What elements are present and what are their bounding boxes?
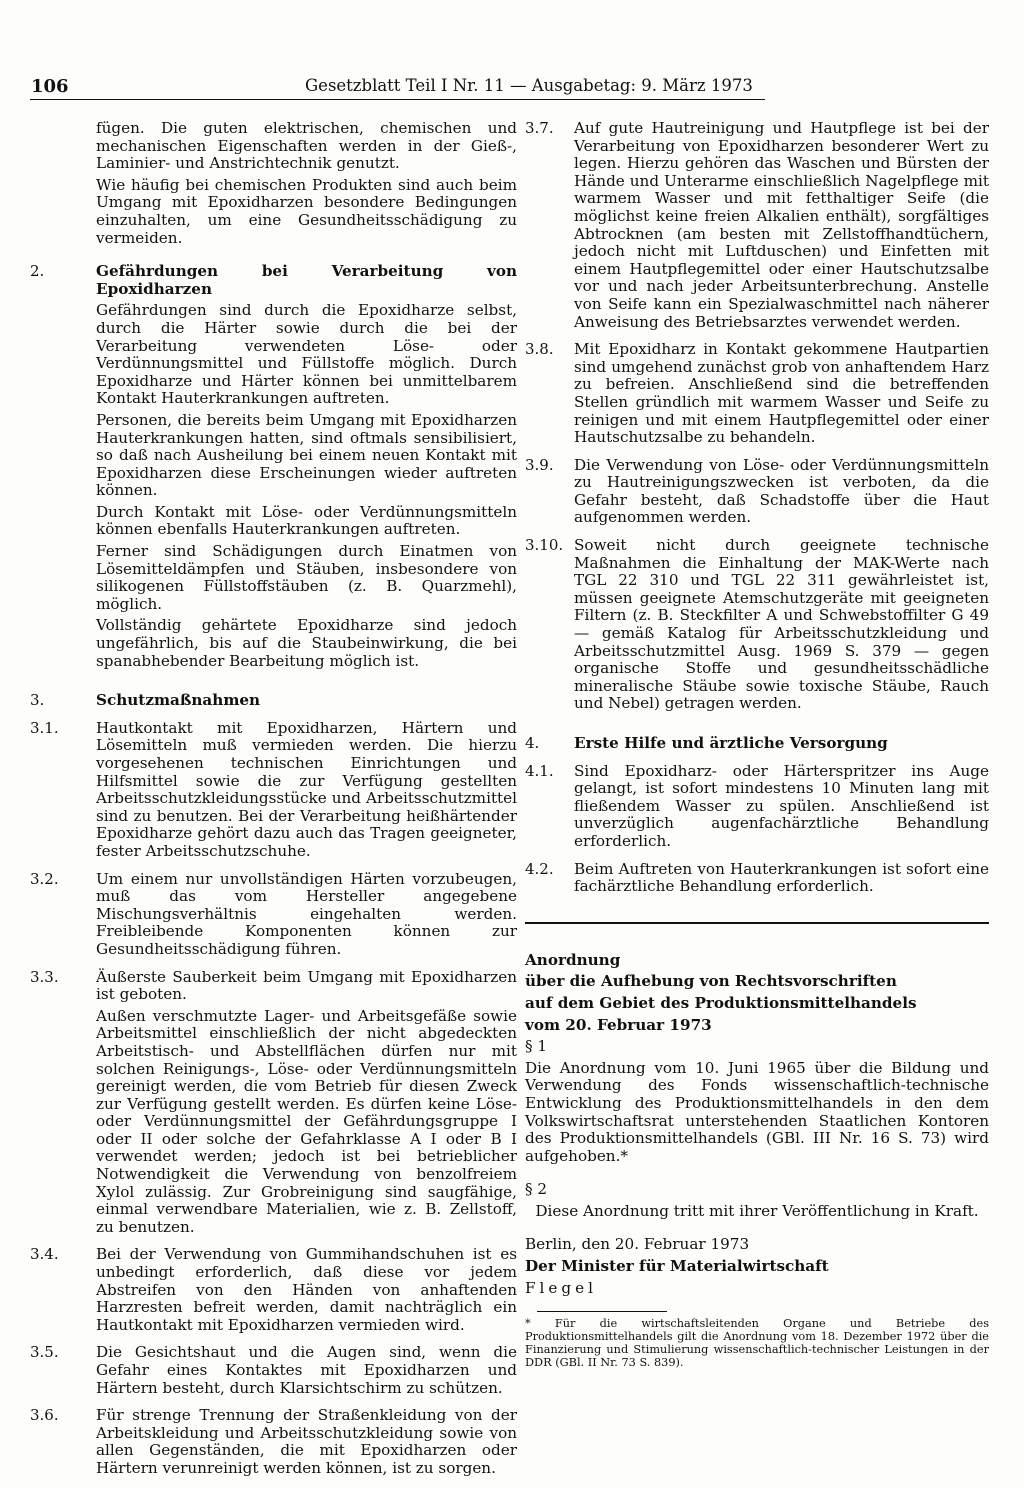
left-column [30, 120, 517, 1488]
footnote: * Für die wirtschaftsleitenden Organe und Betriebe des Produktionsmittelhandels gilt die Anordnung vom 18. Dezember 1972 über die Finanzierung und Stimulierung wissenschaftlich-technischer Leistungen in der DDR (GBl. II Nr. 73 S. 839). [525, 1317, 989, 1369]
running-head: Gesetzblatt Teil I Nr. 11 — Ausgabetag: 9. März 1973 [305, 76, 753, 95]
section-number: 4. [525, 734, 540, 752]
paragraph: Vollständig gehärtete Epoxidharze sind jedoch ungefährlich, bis auf die Staubeinwirkung, die bei spanabhebender Bearbeitung möglich ist. [96, 616, 517, 670]
section-3-6 [30, 1407, 517, 1481]
right-column [525, 120, 989, 1373]
section-divider [525, 922, 989, 924]
paragraph: Personen, die bereits beim Umgang mit Epoxidharzen Hauterkrankungen hatten, sind oftmals sensibilisiert, so daß nach Ausheilung bei einem neuen Kontakt mit Epoxidharzen diese Erscheinungen wieder auftreten können. [96, 410, 517, 500]
header-rule [30, 99, 765, 100]
paragraph: Soweit nicht durch geeignete technische Maßnahmen die Einhaltung der MAK-Werte nach TGL 22 310 und TGL 22 311 gewährleistet ist, müssen geeignete Atemschutzgeräte mit geeigneten Filtern (z. B. Steckfilter A und Schwebstoffilter G 49 — gemäß Katalog für Arbeitsschutzkleidung und Arbeitsschutzmittel Ausg. 1969 S. 379 — gegen organische Stoffe und gesundheitsschädliche mineralische Stäube sowie toxische Stäube, Rauch und Nebel) getragen werden. [574, 536, 989, 713]
paragraph: Um einem nur unvollständigen Härten vorzubeugen, muß das vom Hersteller angegebene Mischungsverhältnis eingehalten werden. Freibleibende Komponenten können zur Gesundheitsschädigung führen. [96, 869, 517, 958]
section-number: 3.8. [525, 340, 554, 359]
ordinance-date: vom 20. Februar 1973 [525, 1015, 712, 1034]
section-heading: Schutzmaßnahmen [96, 691, 261, 710]
section-4-1 [525, 763, 989, 855]
section-3 [30, 692, 517, 714]
ordinance [525, 952, 989, 1370]
intro-paragraph: fügen. Die guten elektrischen, chemischen und mechanischen Eigenschaften werden in der Gieß-, Laminier- und Anstrichtechnik genutzt. [96, 119, 517, 173]
section-3-4 [30, 1246, 517, 1338]
paragraph: Mit Epoxidharz in Kontakt gekommene Hautpartien sind umgehend zunächst grob von anhaftendem Harz zu befreien. Anschließend sind die betreffenden Stellen gründlich mit warmem Wasser und Seife zu reinigen und mit einem Hautpflegemittel oder einer Hautschutzsalbe zu behandeln. [574, 340, 989, 447]
paragraph-sign: § 2 [525, 1180, 548, 1199]
intro-paragraph: Wie häufig bei chemischen Produkten sind auch beim Umgang mit Epoxidharzen besondere Bedingungen einzuhalten, um eine Gesundheitsschädigung zu vermeiden. [96, 175, 517, 247]
section-number: 3.5. [30, 1343, 59, 1362]
signatory: Der Minister für Materialwirtschaft [525, 1257, 829, 1276]
section-number: 3. [30, 691, 45, 710]
section-3-8 [525, 341, 989, 451]
paragraph: Die Verwendung von Löse- oder Verdünnungsmitteln zu Hautreinigungszwecken ist verboten, da die Gefahr besteht, daß Schadstoffe über die Haut aufgenommen werden. [574, 455, 989, 527]
page-number: 106 [31, 76, 69, 97]
section-number: 4.1. [525, 761, 554, 780]
section-3-7 [525, 120, 989, 335]
section-4-2 [525, 861, 989, 900]
paragraph: Für strenge Trennung der Straßenkleidung von der Arbeitskleidung und Arbeitsschutzkleidung sowie von allen Gegenständen, die mit Epoxidharzen oder Härtern verunreinigt werden können, ist zu sorgen. [96, 1406, 517, 1477]
section-number: 3.6. [30, 1406, 59, 1425]
section-3-1 [30, 720, 517, 865]
section-number: 2. [30, 262, 45, 281]
paragraph: Gefährdungen sind durch die Epoxidharze selbst, durch die Härter sowie durch die bei der Verarbeitung verwendeten Löse- oder Verdünnungsmittel und Füllstoffe möglich. Durch Epoxidharze und Härter können bei unmittelbarem Kontakt Hauterkrankungen auftreten. [96, 301, 517, 408]
ordinance-subtitle: über die Aufhebung von Rechtsvorschriften [525, 972, 897, 991]
section-number: 3.3. [30, 967, 59, 986]
paragraph: Durch Kontakt mit Löse- oder Verdünnungsmitteln können ebenfalls Hauterkrankungen auftreten. [96, 502, 517, 539]
section-number: 3.10. [525, 536, 564, 555]
section-number: 3.9. [525, 455, 554, 474]
paragraph: Äußerste Sauberkeit beim Umgang mit Epoxidharzen ist geboten. [96, 967, 517, 1004]
section-3-9 [525, 457, 989, 531]
section-number: 3.2. [30, 869, 59, 888]
paragraph: Bei der Verwendung von Gummihandschuhen ist es unbedingt erforderlich, daß diese vor jedem Abstreifen von den Händen von anhaftenden Harzresten befreit werden, damit nachträglich ein Hautkontakt mit Epoxidharzen vermieden wird. [96, 1245, 517, 1334]
section-heading: Gefährdungen bei Verarbeitung von Epoxidharzen [96, 262, 517, 298]
paragraph: Hautkontakt mit Epoxidharzen, Härtern und Lösemitteln muß vermieden werden. Die hierzu vorgesehenen technischen Einrichtungen und Hilfsmittel sowie die zur Verfügung gestellten Arbeitsschutzkleidungsstücke und Arbeitsschutzmittel sind zu benutzen. Bei der Verarbeitung heißhärtender Epoxidharze gehört dazu auch das Tragen geeigneter, fester Arbeitsschutzschuhe. [96, 718, 517, 860]
signature: Flegel [525, 1278, 597, 1297]
section-number: 3.7. [525, 119, 554, 137]
section-2 [30, 263, 517, 674]
section-3-2 [30, 871, 517, 963]
section-3-10 [525, 537, 989, 717]
paragraph: Diese Anordnung tritt mit ihrer Veröffentlichung in Kraft. [535, 1201, 979, 1220]
paragraph: Die Gesichtshaut und die Augen sind, wenn die Gefahr eines Kontaktes mit Epoxidharzen und Härtern besteht, durch Klarsichtschirm zu schützen. [96, 1343, 517, 1397]
section-number: 3.4. [30, 1245, 59, 1264]
paragraph: Sind Epoxidharz- oder Härterspritzer ins Auge gelangt, ist sofort mindestens 10 Minuten lang mit fließendem Wasser zu spülen. Anschließend ist unverzüglich augenfachärztliche Behandlung erforderlich. [574, 761, 989, 850]
section-number: 4.2. [525, 859, 554, 878]
section-number: 3.1. [30, 718, 59, 737]
section-3-3 [30, 969, 517, 1241]
paragraph: Außen verschmutzte Lager- und Arbeitsgefäße sowie Arbeitsmittel einschließlich der nicht abgedeckten Arbeitstisch- und Abstellflächen dürfen nur mit solchen Reinigungs-, Löse- oder Verdünnungsmitteln gereinigt werden, die vom Betrieb für diesen Zweck zur Verfügung gestellt werden. Es dürfen keine Löse- oder Verdünnungsmittel der Gefährdungsgruppe I oder II oder solche der Gefahrklasse A I oder B I verwendet werden; jedoch ist bei betrieblicher Notwendigkeit die Verwendung von benzolfreiem Xylol zulässig. Zur Grobreinigung sind saugfähige, einmal verwendbare Materialien, wie z. B. Zellstoff, zu benutzen. [96, 1006, 517, 1236]
section-heading: Erste Hilfe und ärztliche Versorgung [574, 734, 888, 752]
paragraph: Die Anordnung vom 10. Juni 1965 über die Bildung und Verwendung des Fonds wissenschaftlich-technische Entwicklung des Produktionsmittelhandels in den dem Volkswirtschaftsrat unterstehenden Staatlichen Kontoren des Produktionsmittelhandels (GBl. III Nr. 16 S. 73) wird aufgehoben.* [525, 1058, 989, 1165]
section-3-5 [30, 1344, 517, 1401]
ordinance-title: Anordnung [525, 950, 621, 969]
paragraph: Ferner sind Schädigungen durch Einatmen von Lösemitteldämpfen und Stäuben, insbesondere von silikogenen Füllstoffstäuben (z. B. Quarzmehl), möglich. [96, 542, 517, 613]
paragraph: Beim Auftreten von Hauterkrankungen ist sofort eine fachärztliche Behandlung erforderlich. [574, 859, 989, 896]
ordinance-subtitle: auf dem Gebiet des Produktionsmittelhandels [525, 993, 917, 1012]
paragraph-sign: § 1 [525, 1037, 548, 1056]
footnote-rule [537, 1311, 667, 1312]
page-header [0, 0, 1024, 110]
section-4 [525, 735, 989, 757]
paragraph: Auf gute Hautreinigung und Hautpflege ist bei der Verarbeitung von Epoxidharzen besonderer Wert zu legen. Hierzu gehören das Waschen und Bürsten der Hände und Unterarme einschließlich Nagelpflege mit warmem Wasser und mit fetthaltiger Seife (die möglichst keine freien Alkalien enthält), sorgfältiges Abtrocknen (am besten mit Zellstoffhandtüchern, jedoch nicht mit Luftduschen) und Einfetten mit einem Hautpflegemittel oder einer Hautschutzsalbe vor und nach jeder Arbeitsunterbrechung. Anstelle von Seife kann ein Spezialwaschmittel nach näherer Anweisung des Betriebsarztes verwendet werden. [574, 119, 989, 331]
place-date: Berlin, den 20. Februar 1973 [525, 1235, 750, 1254]
